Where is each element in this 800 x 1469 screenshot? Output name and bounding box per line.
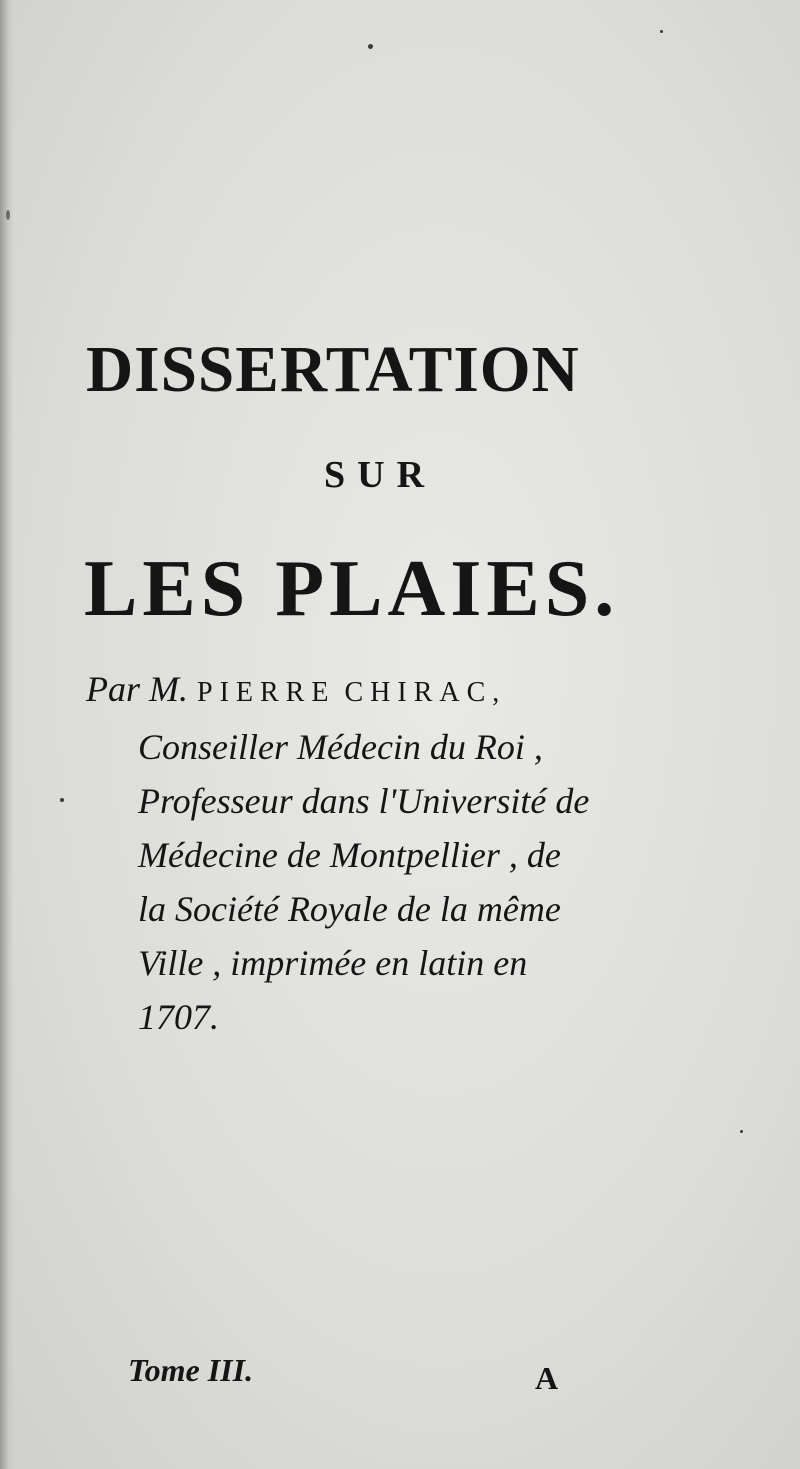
byline-line: la Société Royale de la même bbox=[138, 889, 561, 929]
byline-line: Médecine de Montpellier , de bbox=[138, 835, 561, 875]
byline-line: Professeur dans l'Université de bbox=[138, 781, 590, 821]
paper-speck bbox=[660, 30, 663, 33]
page-spine-shadow bbox=[0, 0, 14, 1469]
volume-label: Tome III. bbox=[128, 1352, 254, 1388]
author-byline bbox=[86, 662, 716, 1044]
paper-speck bbox=[6, 210, 10, 220]
author-last-name: CHIRAC, bbox=[344, 677, 507, 708]
title: DISSERTATION bbox=[86, 333, 580, 406]
byline-line: Conseiller Médecin du Roi , bbox=[138, 727, 543, 767]
byline-line: Ville , imprimée en latin en bbox=[138, 943, 528, 983]
subject-title: LES PLAIES. bbox=[84, 545, 620, 633]
paper-speck bbox=[740, 1130, 743, 1133]
paper-speck bbox=[368, 44, 373, 49]
author-first-name: PIERRE bbox=[197, 677, 336, 708]
title-connector: SUR bbox=[324, 454, 437, 496]
byline-line-year: 1707. bbox=[138, 997, 219, 1037]
paper-speck bbox=[60, 798, 64, 802]
byline-line-author bbox=[86, 662, 716, 720]
byline-prefix: Par M. bbox=[86, 669, 197, 709]
signature-mark: A bbox=[535, 1360, 559, 1396]
